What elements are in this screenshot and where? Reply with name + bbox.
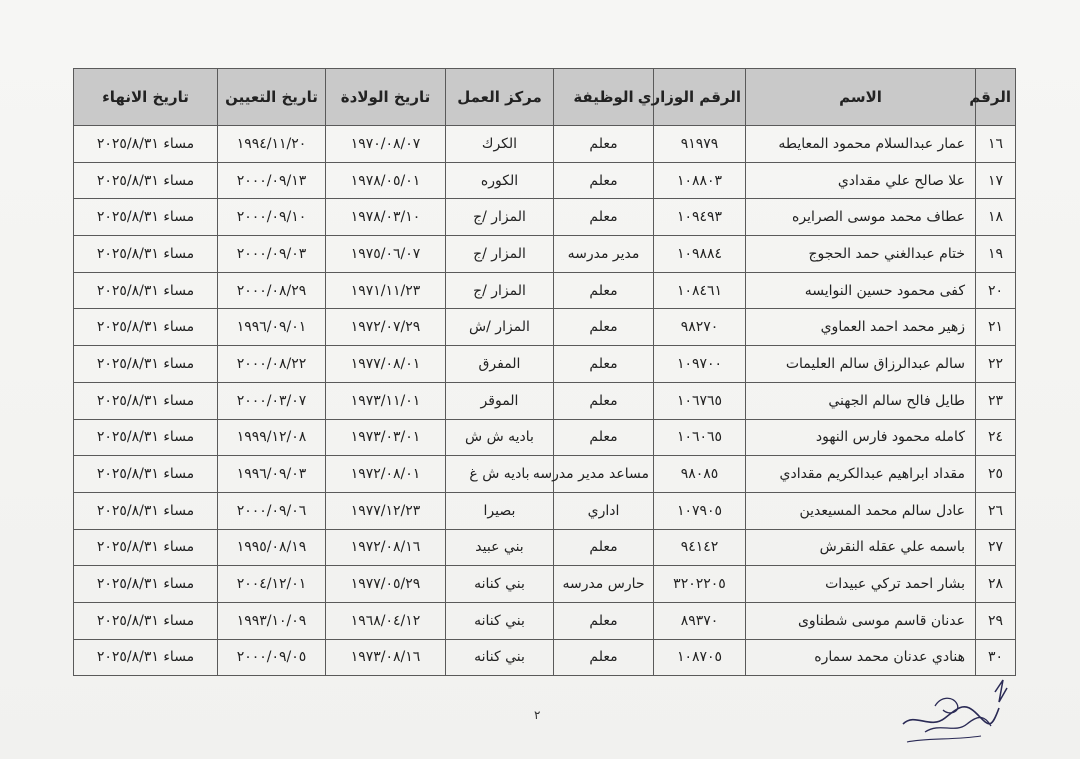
cell-index: ٢١ bbox=[976, 309, 1016, 346]
cell-job: معلم bbox=[554, 602, 654, 639]
cell-index: ٣٠ bbox=[976, 639, 1016, 676]
header-job: الوظيفة bbox=[554, 69, 654, 126]
cell-appointment-date: ١٩٩٦/٠٩/٠١ bbox=[218, 309, 326, 346]
cell-index: ٢٢ bbox=[976, 346, 1016, 383]
table-header-row bbox=[74, 69, 1016, 126]
cell-birth-date: ١٩٧٣/٠٣/٠١ bbox=[326, 419, 446, 456]
cell-job: معلم bbox=[554, 419, 654, 456]
cell-end-date: مساء ٢٠٢٥/٨/٣١ bbox=[74, 382, 218, 419]
cell-birth-date: ١٩٧٧/٠٥/٢٩ bbox=[326, 566, 446, 603]
cell-name: بشار احمد تركي عبيدات bbox=[746, 566, 976, 603]
cell-ministry-no: ١٠٦٠٦٥ bbox=[654, 419, 746, 456]
cell-name: طايل فالح سالم الجهني bbox=[746, 382, 976, 419]
cell-appointment-date: ٢٠٠٠/٠٩/١٣ bbox=[218, 162, 326, 199]
cell-ministry-no: ٣٢٠٢٢٠٥ bbox=[654, 566, 746, 603]
cell-job: معلم bbox=[554, 272, 654, 309]
cell-end-date: مساء ٢٠٢٥/٨/٣١ bbox=[74, 309, 218, 346]
cell-ministry-no: ١٠٧٩٠٥ bbox=[654, 492, 746, 529]
table-row bbox=[74, 309, 1016, 346]
cell-name: عمار عبدالسلام محمود المعايطه bbox=[746, 126, 976, 163]
cell-end-date: مساء ٢٠٢٥/٨/٣١ bbox=[74, 272, 218, 309]
cell-birth-date: ١٩٧٣/٠٨/١٦ bbox=[326, 639, 446, 676]
cell-job: اداري bbox=[554, 492, 654, 529]
cell-end-date: مساء ٢٠٢٥/٨/٣١ bbox=[74, 492, 218, 529]
cell-end-date: مساء ٢٠٢٥/٨/٣١ bbox=[74, 199, 218, 236]
cell-birth-date: ١٩٧٢/٠٨/١٦ bbox=[326, 529, 446, 566]
header-end-date: تاريخ الانهاء bbox=[74, 69, 218, 126]
cell-index: ١٧ bbox=[976, 162, 1016, 199]
cell-name: زهير محمد احمد العماوي bbox=[746, 309, 976, 346]
cell-appointment-date: ١٩٩٦/٠٩/٠٣ bbox=[218, 456, 326, 493]
cell-name: باسمه علي عقله النقرش bbox=[746, 529, 976, 566]
cell-name: عدنان قاسم موسى شطناوى bbox=[746, 602, 976, 639]
cell-birth-date: ١٩٧٠/٠٨/٠٧ bbox=[326, 126, 446, 163]
cell-ministry-no: ١٠٨٤٦١ bbox=[654, 272, 746, 309]
cell-name: كامله محمود فارس النهود bbox=[746, 419, 976, 456]
table-row bbox=[74, 346, 1016, 383]
header-ministry-no: الرقم الوزاري bbox=[654, 69, 746, 126]
cell-appointment-date: ٢٠٠٠/٠٣/٠٧ bbox=[218, 382, 326, 419]
cell-job: معلم bbox=[554, 346, 654, 383]
cell-workplace: المفرق bbox=[446, 346, 554, 383]
table-row bbox=[74, 236, 1016, 273]
page-number: ٢ bbox=[534, 708, 541, 722]
cell-end-date: مساء ٢٠٢٥/٨/٣١ bbox=[74, 126, 218, 163]
cell-end-date: مساء ٢٠٢٥/٨/٣١ bbox=[74, 566, 218, 603]
cell-birth-date: ١٩٦٨/٠٤/١٢ bbox=[326, 602, 446, 639]
table-row bbox=[74, 199, 1016, 236]
header-index: الرقم bbox=[976, 69, 1016, 126]
table-row bbox=[74, 382, 1016, 419]
cell-ministry-no: ٨٩٣٧٠ bbox=[654, 602, 746, 639]
cell-workplace: بني كنانه bbox=[446, 566, 554, 603]
cell-ministry-no: ٩٤١٤٢ bbox=[654, 529, 746, 566]
cell-appointment-date: ٢٠٠٠/٠٩/٠٣ bbox=[218, 236, 326, 273]
signature-icon bbox=[895, 672, 1015, 752]
cell-appointment-date: ٢٠٠٠/٠٨/٢٢ bbox=[218, 346, 326, 383]
cell-job: معلم bbox=[554, 199, 654, 236]
cell-end-date: مساء ٢٠٢٥/٨/٣١ bbox=[74, 236, 218, 273]
cell-appointment-date: ٢٠٠٠/٠٩/٠٥ bbox=[218, 639, 326, 676]
cell-workplace: باديه ش غ bbox=[446, 456, 554, 493]
header-workplace: مركز العمل bbox=[446, 69, 554, 126]
cell-workplace: بني كنانه bbox=[446, 602, 554, 639]
cell-ministry-no: ١٠٨٧٠٥ bbox=[654, 639, 746, 676]
cell-birth-date: ١٩٧١/١١/٢٣ bbox=[326, 272, 446, 309]
table-row bbox=[74, 162, 1016, 199]
cell-workplace: المزار /ج bbox=[446, 236, 554, 273]
cell-birth-date: ١٩٧٢/٠٨/٠١ bbox=[326, 456, 446, 493]
cell-workplace: بني عبيد bbox=[446, 529, 554, 566]
cell-job: معلم bbox=[554, 126, 654, 163]
cell-birth-date: ١٩٧٨/٠٣/١٠ bbox=[326, 199, 446, 236]
cell-birth-date: ١٩٧٧/١٢/٢٣ bbox=[326, 492, 446, 529]
cell-end-date: مساء ٢٠٢٥/٨/٣١ bbox=[74, 456, 218, 493]
cell-job: معلم bbox=[554, 639, 654, 676]
cell-birth-date: ١٩٧٧/٠٨/٠١ bbox=[326, 346, 446, 383]
cell-appointment-date: ١٩٩٥/٠٨/١٩ bbox=[218, 529, 326, 566]
cell-index: ٢٥ bbox=[976, 456, 1016, 493]
cell-end-date: مساء ٢٠٢٥/٨/٣١ bbox=[74, 162, 218, 199]
cell-job: معلم bbox=[554, 309, 654, 346]
cell-appointment-date: ١٩٩٣/١٠/٠٩ bbox=[218, 602, 326, 639]
employee-table bbox=[73, 68, 1016, 676]
cell-birth-date: ١٩٧٨/٠٥/٠١ bbox=[326, 162, 446, 199]
cell-index: ١٦ bbox=[976, 126, 1016, 163]
cell-end-date: مساء ٢٠٢٥/٨/٣١ bbox=[74, 419, 218, 456]
table-row bbox=[74, 492, 1016, 529]
cell-name: عطاف محمد موسى الصرايره bbox=[746, 199, 976, 236]
cell-index: ١٩ bbox=[976, 236, 1016, 273]
cell-end-date: مساء ٢٠٢٥/٨/٣١ bbox=[74, 529, 218, 566]
cell-ministry-no: ١٠٩٧٠٠ bbox=[654, 346, 746, 383]
table-row bbox=[74, 272, 1016, 309]
cell-workplace: بني كنانه bbox=[446, 639, 554, 676]
cell-ministry-no: ٩٨٢٧٠ bbox=[654, 309, 746, 346]
table-row bbox=[74, 456, 1016, 493]
cell-index: ٢٧ bbox=[976, 529, 1016, 566]
cell-name: ختام عبدالغني حمد الحجوج bbox=[746, 236, 976, 273]
cell-job: مساعد مدير مدرسه bbox=[554, 456, 654, 493]
cell-job: معلم bbox=[554, 162, 654, 199]
header-birth-date: تاريخ الولادة bbox=[326, 69, 446, 126]
cell-appointment-date: ١٩٩٤/١١/٢٠ bbox=[218, 126, 326, 163]
table-row bbox=[74, 602, 1016, 639]
header-name: الاسم bbox=[746, 69, 976, 126]
table-row bbox=[74, 529, 1016, 566]
cell-workplace: باديه ش ش bbox=[446, 419, 554, 456]
cell-workplace: المزار /ج bbox=[446, 272, 554, 309]
table-row bbox=[74, 566, 1016, 603]
cell-workplace: الكرك bbox=[446, 126, 554, 163]
cell-end-date: مساء ٢٠٢٥/٨/٣١ bbox=[74, 639, 218, 676]
table-row bbox=[74, 419, 1016, 456]
cell-index: ١٨ bbox=[976, 199, 1016, 236]
cell-job: مدير مدرسه bbox=[554, 236, 654, 273]
cell-workplace: بصيرا bbox=[446, 492, 554, 529]
cell-ministry-no: ١٠٩٨٨٤ bbox=[654, 236, 746, 273]
cell-name: كفى محمود حسين النوايسه bbox=[746, 272, 976, 309]
cell-workplace: المزار /ج bbox=[446, 199, 554, 236]
cell-name: مقداد ابراهيم عبدالكريم مقدادي bbox=[746, 456, 976, 493]
cell-appointment-date: ٢٠٠٠/٠٩/٠٦ bbox=[218, 492, 326, 529]
cell-job: معلم bbox=[554, 382, 654, 419]
cell-name: عادل سالم محمد المسيعدين bbox=[746, 492, 976, 529]
cell-birth-date: ١٩٧٥/٠٦/٠٧ bbox=[326, 236, 446, 273]
cell-job: حارس مدرسه bbox=[554, 566, 654, 603]
cell-name: هنادي عدنان محمد سماره bbox=[746, 639, 976, 676]
cell-name: سالم عبدالرزاق سالم العليمات bbox=[746, 346, 976, 383]
cell-workplace: الكوره bbox=[446, 162, 554, 199]
header-appointment-date: تاريخ التعيين bbox=[218, 69, 326, 126]
cell-ministry-no: ٩١٩٧٩ bbox=[654, 126, 746, 163]
cell-birth-date: ١٩٧٢/٠٧/٢٩ bbox=[326, 309, 446, 346]
cell-index: ٢٨ bbox=[976, 566, 1016, 603]
cell-index: ٢٤ bbox=[976, 419, 1016, 456]
cell-ministry-no: ١٠٩٤٩٣ bbox=[654, 199, 746, 236]
cell-birth-date: ١٩٧٣/١١/٠١ bbox=[326, 382, 446, 419]
cell-workplace: المزار /ش bbox=[446, 309, 554, 346]
cell-index: ٢٣ bbox=[976, 382, 1016, 419]
cell-appointment-date: ١٩٩٩/١٢/٠٨ bbox=[218, 419, 326, 456]
cell-end-date: مساء ٢٠٢٥/٨/٣١ bbox=[74, 346, 218, 383]
cell-appointment-date: ٢٠٠٠/٠٩/١٠ bbox=[218, 199, 326, 236]
cell-index: ٢٦ bbox=[976, 492, 1016, 529]
cell-end-date: مساء ٢٠٢٥/٨/٣١ bbox=[74, 602, 218, 639]
cell-appointment-date: ٢٠٠٤/١٢/٠١ bbox=[218, 566, 326, 603]
cell-name: علا صالح علي مقدادي bbox=[746, 162, 976, 199]
cell-ministry-no: ١٠٨٨٠٣ bbox=[654, 162, 746, 199]
cell-ministry-no: ١٠٦٧٦٥ bbox=[654, 382, 746, 419]
table-row bbox=[74, 639, 1016, 676]
cell-index: ٢٠ bbox=[976, 272, 1016, 309]
cell-ministry-no: ٩٨٠٨٥ bbox=[654, 456, 746, 493]
cell-appointment-date: ٢٠٠٠/٠٨/٢٩ bbox=[218, 272, 326, 309]
cell-job: معلم bbox=[554, 529, 654, 566]
cell-index: ٢٩ bbox=[976, 602, 1016, 639]
table-row bbox=[74, 126, 1016, 163]
cell-workplace: الموقر bbox=[446, 382, 554, 419]
